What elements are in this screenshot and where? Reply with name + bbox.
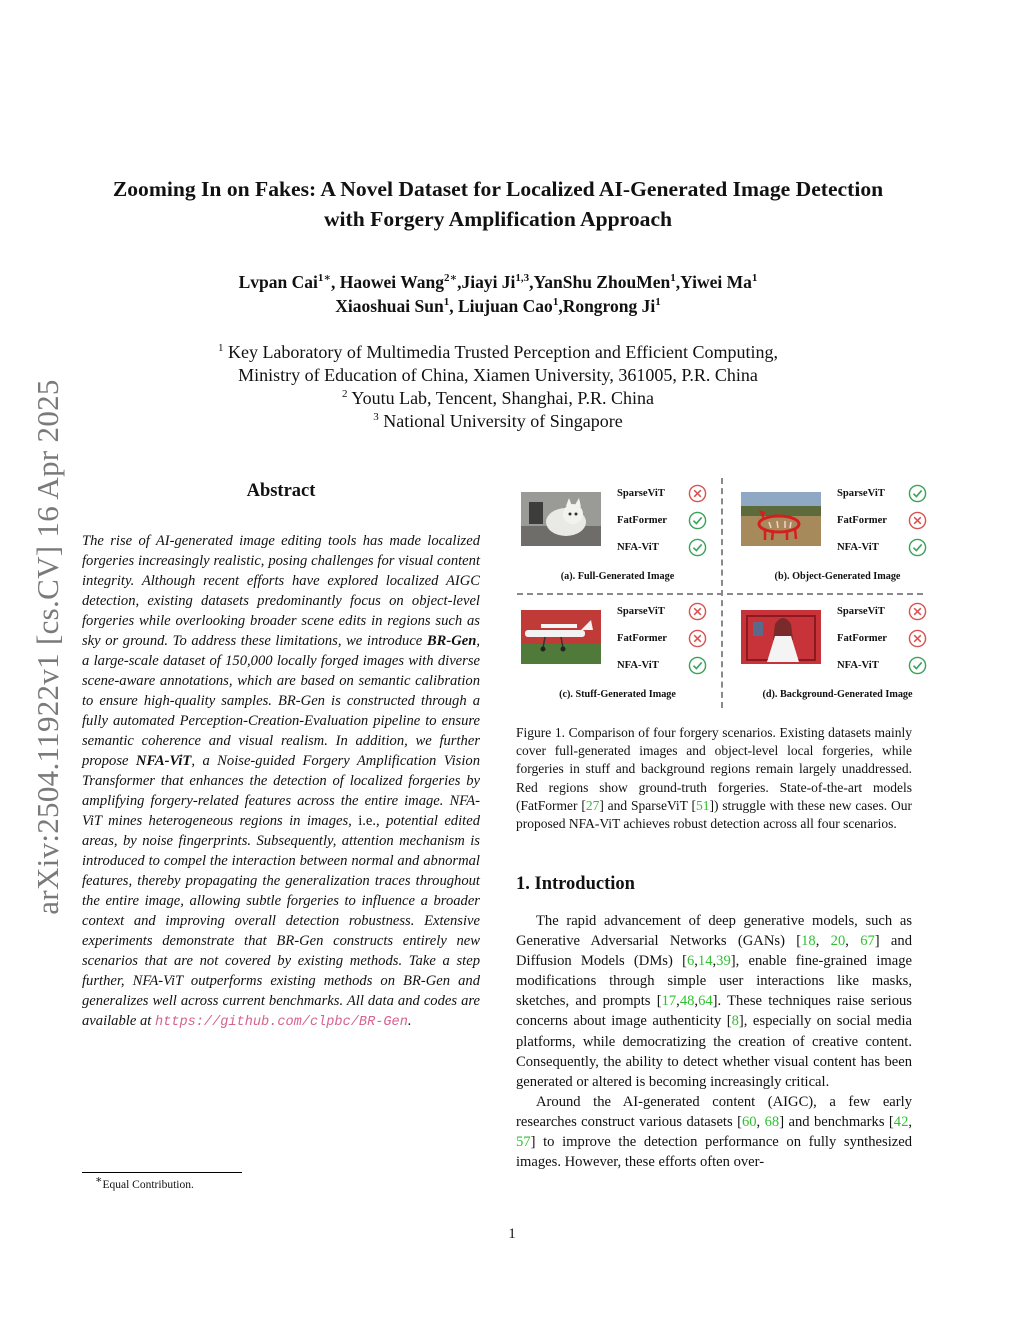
author: Haowei Wang$^{2∗}$,	[339, 272, 462, 292]
affiliations	[90, 341, 906, 433]
citation[interactable]: 17	[661, 993, 677, 1010]
panel-caption: (c). Stuff-Generated Image	[559, 689, 676, 700]
citation[interactable]: 67	[860, 933, 875, 950]
citation[interactable]: 48	[679, 993, 695, 1010]
check-icon	[688, 511, 707, 530]
fail-icon	[688, 484, 707, 503]
citation[interactable]: 27	[585, 797, 600, 813]
figure-caption: Figure 1. Comparison of four forgery scenarios. Existing datasets mainly cover full-generated images and object-level local forgeries, while forgeries in stuff and background regions remain largely unaddressed. Red regions show ground-truth forgeries. State-of-the-art models (FatFormer [27] and SparseViT [51]) struggle with these new cases. Our proposed NFA-ViT achieves robust detection across all four scenarios.	[516, 725, 912, 832]
author: Rongrong Ji$^1$	[562, 296, 661, 316]
check-icon	[908, 656, 927, 675]
figure-divider-horizontal	[517, 593, 923, 595]
citation[interactable]: 42	[893, 1113, 909, 1130]
author: Xiaoshuai Sun$^1$,	[335, 296, 458, 316]
abstract-text: The rise of AI-generated image editing tools has made localized forgeries increasingly realistic, posing challenges for visual content integrity. Although recent efforts have explored localized AIGC detection, existing datasets predominantly focus on object-level forgeries while overlooking broader scene edits in regions such as sky or ground. To address these limitations, we introduce BR-Gen, a large-scale dataset of 150,000 locally forged images with diverse scene-aware annotations, which are based on semantic calibration to ensure high-quality samples. BR-Gen is constructed through a fully automated Perception-Creation-Evaluation pipeline to ensure semantic coherence and visual realism. In addition, we further propose NFA-ViT, a Noise-guided Forgery Amplification Vision Transformer that enhances the detection of localized forgeries by amplifying forgery-related features across the entire image. NFA-ViT mines heterogeneous regions in images, i.e., potential edited areas, by noise fingerprints. Subsequently, attention mechanism is introduced to compel the interaction between normal and abnormal features, thereby propagating the generalization traces throughout the entire image, allowing subtle forgeries to influence a broader context and improving overall detection robustness. Extensive experiments demonstrate that BR-Gen constructs entirely new scenarios that are not covered by existing methods. Take a step further, NFA-ViT outperforms existing methods on BR-Gen and generalizes well across current benchmarks. All data and codes are available at https://github.com/clpbc/BR-Gen.	[82, 533, 480, 1030]
method-label: SparseViT	[617, 606, 665, 617]
footnote: ∗Equal Contribution.	[95, 1174, 194, 1191]
method-label: FatFormer	[837, 515, 887, 526]
fail-icon	[908, 602, 927, 621]
method-label: SparseViT	[837, 606, 885, 617]
citation[interactable]: 20	[830, 933, 846, 950]
citation[interactable]: 57	[516, 1134, 531, 1151]
check-icon	[908, 484, 927, 503]
author: Jiayi Ji$^{1,3}$,	[461, 272, 534, 292]
author: Yiwei Ma$^1$	[680, 272, 758, 292]
affiliation-line: $^2$ Youtu Lab, Tencent, Shanghai, P.R. China	[342, 388, 654, 408]
method-label: NFA-ViT	[837, 660, 879, 671]
page-number: 1	[508, 1226, 516, 1242]
author: YanShu ZhouMen$^1$,	[533, 272, 681, 292]
figure-1	[515, 478, 935, 710]
panel-caption: (a). Full-Generated Image	[560, 571, 675, 582]
citation[interactable]: 6	[686, 953, 695, 970]
panel-full-generated	[515, 478, 720, 590]
method-label: NFA-ViT	[617, 542, 659, 553]
fail-icon	[688, 602, 707, 621]
abstract-heading: Abstract	[246, 481, 316, 501]
footnote-rule	[82, 1172, 242, 1173]
check-icon	[688, 538, 707, 557]
author: Lvpan Cai$^{1∗}$,	[238, 272, 340, 292]
check-icon	[688, 656, 707, 675]
method-label: FatFormer	[617, 633, 667, 644]
section-heading: 1. Introduction	[516, 874, 635, 894]
fail-icon	[908, 511, 927, 530]
author-list	[90, 270, 906, 318]
citation[interactable]: 8	[731, 1013, 739, 1030]
method-label: NFA-ViT	[837, 542, 879, 553]
airplane-image	[521, 610, 601, 664]
affiliation-line: $^3$ National University of Singapore	[373, 411, 623, 431]
panel-caption: (b). Object-Generated Image	[774, 571, 901, 582]
method-label: NFA-ViT	[617, 660, 659, 671]
panel-caption: (d). Background-Generated Image	[762, 689, 913, 700]
arxiv-stamp	[18, 352, 78, 942]
cat-image	[521, 492, 601, 546]
panel-object-generated	[735, 478, 940, 590]
check-icon	[908, 538, 927, 557]
citation[interactable]: 64	[698, 993, 713, 1010]
fail-icon	[688, 629, 707, 648]
citation[interactable]: 51	[695, 797, 710, 813]
author: Liujuan Cao$^1$,	[457, 296, 563, 316]
citation[interactable]: 18	[801, 933, 816, 950]
panel-background-generated	[735, 596, 940, 708]
fail-icon	[908, 629, 927, 648]
affiliation-line: $^1$ Key Laboratory of Multimedia Trusted Perception and Efficient Computing,	[217, 342, 779, 362]
method-label: FatFormer	[837, 633, 887, 644]
citation[interactable]: 60	[741, 1113, 757, 1130]
code-link[interactable]: https://github.com/clpbc/BR-Gen	[154, 1015, 408, 1030]
citation[interactable]: 14	[697, 953, 713, 970]
paper-title: Zooming In on Fakes: A Novel Dataset for Localized AI-Generated Image Detection with Forgery Amplification Approach	[112, 177, 884, 231]
method-label: FatFormer	[617, 515, 667, 526]
zebra-image	[741, 492, 821, 546]
citation[interactable]: 68	[764, 1113, 780, 1130]
affiliation-line: Ministry of Education of China, Xiamen University, 361005, P.R. China	[238, 365, 758, 385]
paragraph: Around the AI-generated content (AIGC), a few early researches construct various datasets [60, 68] and benchmarks [42, 57] to improve the detection performance on fully synthesized images. However, these efforts often over-	[516, 1093, 913, 1171]
method-label: SparseViT	[837, 488, 885, 499]
method-label: SparseViT	[617, 488, 665, 499]
paragraph: The rapid advancement of deep generative models, such as Generative Adversarial Networks (GANs) [18, 20, 67] and Diffusion Models (DMs) [6,14,39], enable fine-grained image modifications through simple user interactions like masks, sketches, and prompts [17,48,64]. These techniques raise serious concerns about image authenticity [8], especially on social media platforms, while democratizing the creation of creative content. Consequently, the ability to detect whether visual content has been generated or altered is becoming increasingly critical.	[516, 913, 913, 1090]
arxiv-id: arXiv:2504.11922v1 [cs.CV] 16 Apr 2025	[30, 379, 65, 915]
panel-stuff-generated	[515, 596, 720, 708]
woman-image	[741, 610, 821, 664]
introduction-text	[516, 911, 912, 1172]
citation[interactable]: 39	[716, 953, 731, 970]
